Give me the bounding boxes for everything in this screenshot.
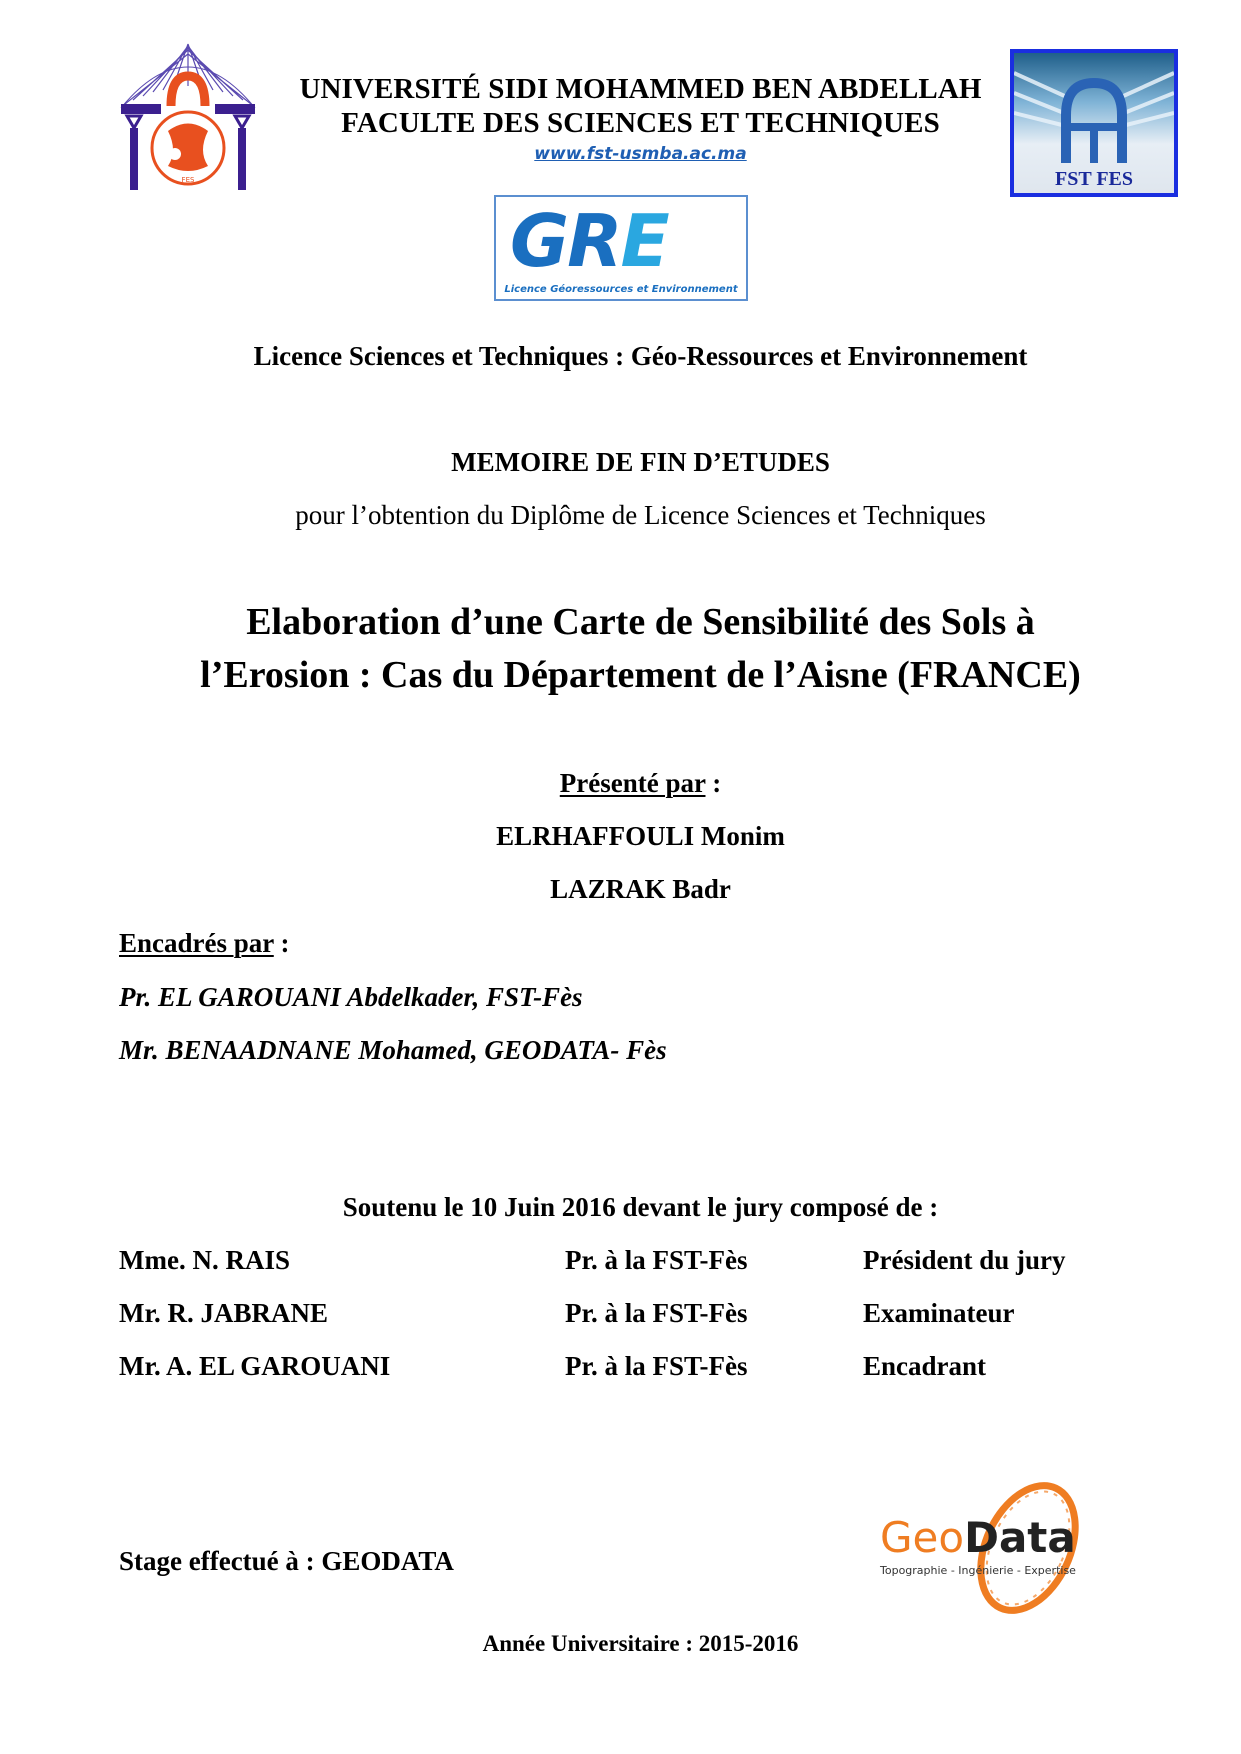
internship-statement: Stage effectué à : GEODATA xyxy=(119,1546,454,1576)
faculty-name: FACULTE DES SCIENCES ET TECHNIQUES xyxy=(341,107,940,139)
fst-arch-icon xyxy=(1014,53,1174,193)
author-1: ELRHAFFOULI Monim xyxy=(496,821,785,851)
gre-logo xyxy=(494,195,748,301)
supervised-by-label: Encadrés par xyxy=(119,928,274,958)
gre-gr-text: GR xyxy=(510,199,621,283)
jury-row xyxy=(0,1298,1241,1332)
jury-role: Examinateur xyxy=(863,1298,1015,1328)
gre-caption: Licence Géoressources et Environnement xyxy=(504,284,738,295)
supervisor-2: Mr. BENAADNANE Mohamed, GEODATA- Fès xyxy=(119,1035,667,1065)
supervised-by xyxy=(119,928,290,959)
program-name: Licence Sciences et Techniques : Géo-Ressources et Environnement xyxy=(253,341,1028,371)
jury-row xyxy=(0,1245,1241,1279)
fst-fes-logo xyxy=(1010,49,1178,197)
geodata-wordmark xyxy=(880,1514,1076,1562)
university-name: UNIVERSITÉ SIDI MOHAMMED BEN ABDELLAH xyxy=(299,73,982,105)
jury-affiliation: Pr. à la FST-Fès xyxy=(565,1351,748,1381)
jury-affiliation: Pr. à la FST-Fès xyxy=(565,1245,748,1275)
geodata-geo-text: Geo xyxy=(880,1513,965,1562)
svg-text:FST FES: FST FES xyxy=(1055,168,1133,190)
jury-role: Président du jury xyxy=(863,1245,1066,1275)
memoire-subheading: pour l’obtention du Diplôme de Licence Sciences et Techniques xyxy=(295,500,986,530)
academic-year: Année Universitaire : 2015-2016 xyxy=(482,1631,799,1656)
jury-name: Mme. N. RAIS xyxy=(119,1245,290,1275)
geodata-logo xyxy=(878,1478,1106,1618)
jury-affiliation: Pr. à la FST-Fès xyxy=(565,1298,748,1328)
thesis-title-line1: Elaboration d’une Carte de Sensibilité des Sols à xyxy=(246,601,1035,643)
presented-by xyxy=(20,768,1241,799)
gre-letters xyxy=(510,199,668,283)
website-link[interactable]: www.fst-usmba.ac.ma xyxy=(534,144,747,164)
geodata-tagline: Topographie - Ingénierie - Expertise xyxy=(880,1564,1076,1577)
supervisor-1: Pr. EL GAROUANI Abdelkader, FST-Fès xyxy=(119,982,583,1012)
presented-by-colon: : xyxy=(705,768,722,798)
jury-name: Mr. R. JABRANE xyxy=(119,1298,328,1328)
gre-e-text: E xyxy=(620,199,668,283)
geodata-data-text: Data xyxy=(964,1513,1076,1562)
svg-text:FES: FES xyxy=(181,176,195,184)
jury-name: Mr. A. EL GAROUANI xyxy=(119,1351,391,1381)
memoire-heading: MEMOIRE DE FIN D’ETUDES xyxy=(451,447,830,477)
jury-row xyxy=(0,1351,1241,1385)
jury-role: Encadrant xyxy=(863,1351,987,1381)
presented-by-label: Présenté par xyxy=(559,768,706,798)
thesis-title-line2: l’Erosion : Cas du Département de l’Aisne (FRANCE) xyxy=(200,654,1081,696)
author-2: LAZRAK Badr xyxy=(550,874,731,904)
supervised-by-colon: : xyxy=(273,928,290,958)
defense-statement: Soutenu le 10 Juin 2016 devant le jury composé de : xyxy=(342,1192,939,1222)
